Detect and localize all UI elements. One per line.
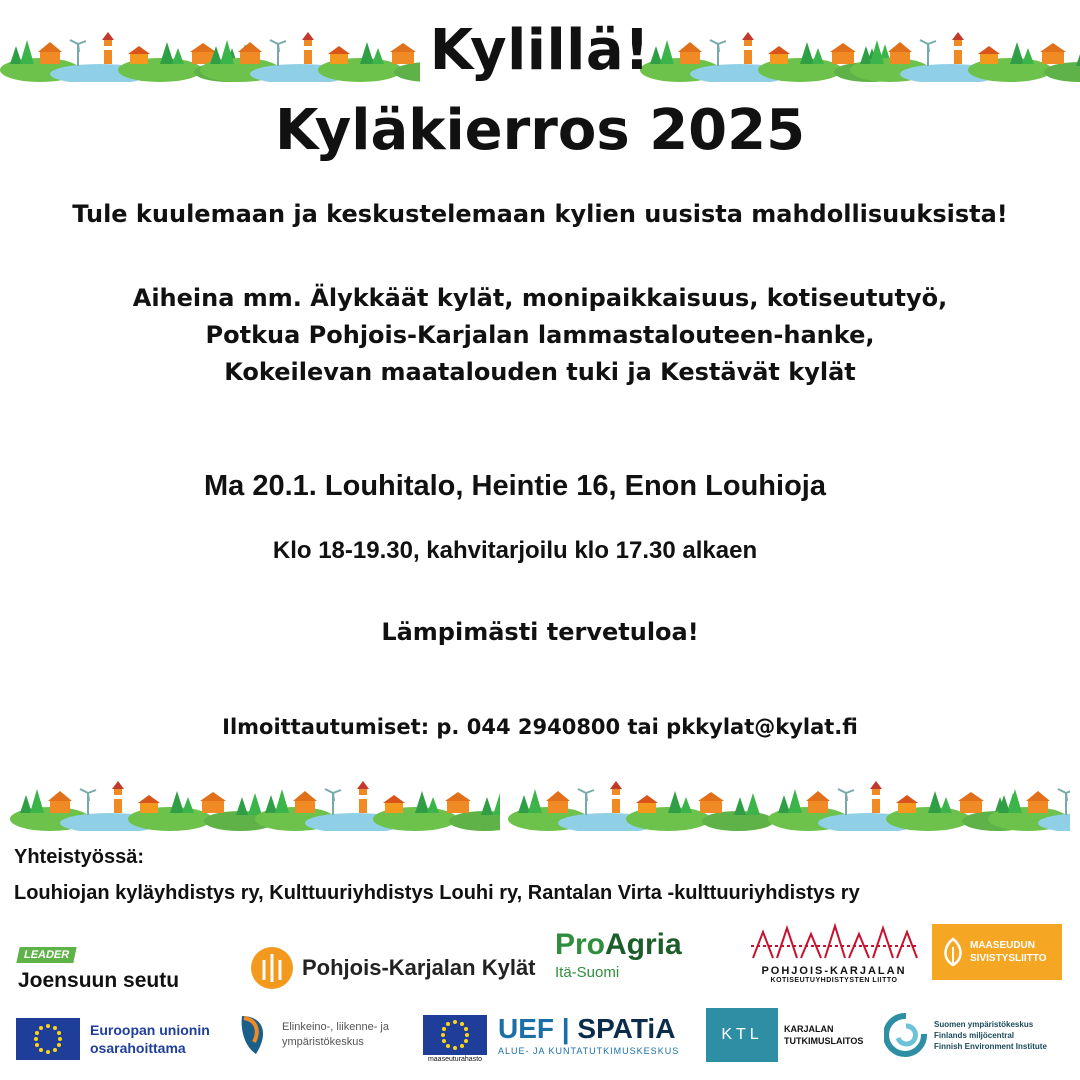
syke-line3: Finnish Environment Institute: [934, 1041, 1047, 1051]
title-line-2: Kyläkierros 2025: [274, 98, 806, 163]
pk-kylat-logo: [250, 946, 536, 990]
msl-line1: MAASEUDUN: [970, 940, 1035, 951]
syke-emblem-icon: [884, 1012, 928, 1058]
cooperation-label: Yhteistyössä:: [14, 846, 145, 868]
pk-kylat-emblem-icon: [250, 946, 294, 990]
eu-flag-icon: [16, 1018, 80, 1060]
topic-line: Aiheina mm. Älykkäät kylät, monipaikkaisuus, kotiseututyö,: [132, 284, 948, 312]
topics-block: [0, 280, 1080, 391]
ktl-logo: [706, 1008, 863, 1062]
proagria-sub: Itä-Suomi: [555, 964, 620, 981]
cross-stitch-pattern-icon: [749, 922, 919, 960]
leader-name: Joensuun seutu: [18, 969, 180, 992]
village-banner-bottom-left: [10, 775, 500, 827]
maaseuturahasto-label: maaseuturahasto: [427, 1056, 483, 1063]
village-banner-bottom-right: [508, 775, 1070, 827]
uef-spatia-logo: UEF | SPATiA ALUE- JA KUNTATUTKIMUSKESKUS: [498, 1013, 680, 1056]
proagria-agria: Agria: [605, 928, 682, 961]
spatia-text: SPATiA: [577, 1013, 676, 1044]
ktl-abbr: KTL: [706, 1008, 778, 1062]
event-date-place: Ma 20.1. Louhitalo, Heintie 16, Enon Louhioja: [204, 470, 826, 502]
eu-line1: Euroopan unionin: [90, 1022, 210, 1038]
kotiseutu-line2: KOTISEUTUYHDISTYSTEN LIITTO: [770, 977, 898, 984]
maaseuturahasto-logo: [422, 1015, 488, 1063]
proagria-logo: [555, 928, 682, 981]
topic-line: Potkua Pohjois-Karjalan lammastalouteen-hanke,: [205, 321, 875, 349]
syke-line1: Suomen ympäristökeskus: [934, 1019, 1034, 1029]
ely-logo: [236, 1012, 389, 1058]
ely-line1: Elinkeino-, liikenne- ja: [282, 1021, 389, 1033]
eu-line2: osarahoittama: [90, 1040, 186, 1056]
event-time: Klo 18-19.30, kahvitarjoilu klo 17.30 alkaen: [272, 537, 758, 564]
eu-cofunded-logo: [16, 1018, 210, 1060]
leader-joensuu-logo: [18, 945, 179, 993]
ktl-line1: KARJALAN: [784, 1024, 834, 1034]
pk-kylat-name: Pohjois-Karjalan Kylät: [302, 955, 536, 980]
ely-emblem-icon: [236, 1012, 276, 1058]
eu-flag-icon: [423, 1015, 487, 1055]
msl-line2: SIVISTYSLIITTO: [970, 953, 1047, 964]
kotiseutu-logo: [748, 922, 920, 984]
spatia-sub: ALUE- JA KUNTATUTKIMUSKESKUS: [498, 1046, 680, 1056]
syke-line2: Finlands miljöcentral: [934, 1030, 1015, 1040]
topic-line: Kokeilevan maatalouden tuki ja Kestävät kylät: [224, 358, 856, 386]
leaf-icon: [940, 937, 966, 967]
ely-line2: ympäristökeskus: [282, 1036, 364, 1048]
syke-logo: [884, 1012, 1047, 1058]
kotiseutu-line1: POHJOIS-KARJALAN: [761, 965, 907, 977]
cooperation-partners: Louhiojan kyläyhdistys ry, Kulttuuriyhdistys Louhi ry, Rantalan Virta -kulttuuriyhdistys ry: [14, 882, 860, 904]
intro-text: Tule kuulemaan ja keskustelemaan kylien uusista mahdollisuuksista!: [72, 200, 1008, 228]
msl-logo: [932, 924, 1062, 980]
registration-text: Ilmoittautumiset: p. 044 2940800 tai pkkylat@kylat.fi: [222, 715, 858, 739]
welcome-text: Lämpimästi tervetuloa!: [381, 618, 699, 646]
ktl-line2: TUTKIMUSLAITOS: [784, 1036, 864, 1046]
uef-text: UEF: [498, 1013, 554, 1044]
title-line-1: Kylillä!: [429, 18, 651, 83]
proagria-pro: Pro: [555, 928, 606, 961]
leader-badge: LEADER: [16, 947, 77, 963]
